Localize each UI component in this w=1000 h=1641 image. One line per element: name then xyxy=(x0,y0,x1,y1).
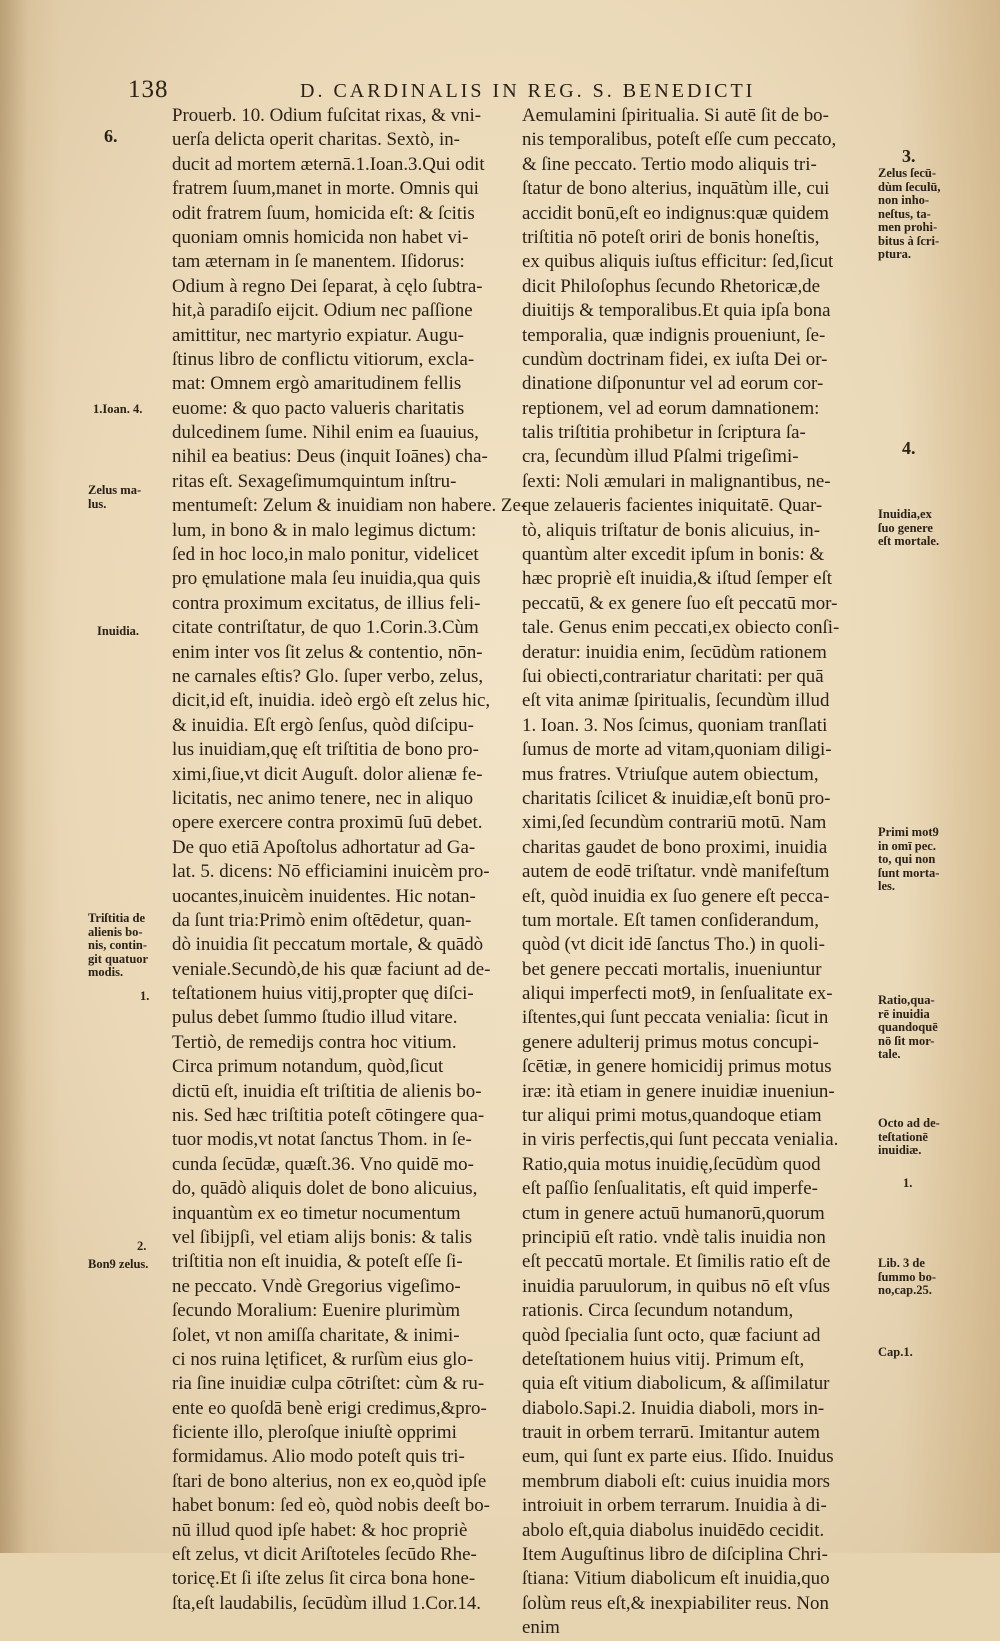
left-column-line: tuor modis,vt notat ſanctus Thom. in ſe- xyxy=(172,1129,472,1151)
left-column-line: vel ſibijpſi, vel etiam alijs bonis: & talis xyxy=(172,1226,473,1248)
right-column-line: eſt peccatū mortale. Et ſimilis ratio eſt de xyxy=(522,1251,831,1273)
right-column-line: ſcētiæ, in genere homicidij primus motus xyxy=(522,1056,832,1078)
page-header xyxy=(0,76,1000,106)
left-column-line: toricę.Et ſi iſte zelus ſit circa bona hone- xyxy=(172,1568,476,1590)
right-column-line: eum, qui ſunt ex parte eius. Iſido. Inuidus xyxy=(522,1446,834,1468)
left-column-line: ne peccato. Vndè Gregorius vigeſimo- xyxy=(172,1275,461,1297)
right-column-line: que zelaueris facientes iniquitatē. Quar- xyxy=(522,495,823,517)
left-column-line: lum, in bono & in malo legimus dictum: xyxy=(172,519,477,541)
right-column-line: inuidia paruulorum, in quibus nō eſt vſus xyxy=(522,1275,830,1297)
left-column-line: euome: & quo pacto valueris charitatis xyxy=(172,397,465,419)
left-column-line: opere exercere contra proximū ſuū debet. xyxy=(172,812,483,834)
margin-note-line: alienis bo- xyxy=(88,924,143,939)
right-column-line: ex quibus aliquis iuſtus efficitur: ſed,ſicut xyxy=(522,251,834,273)
margin-note-line: git quatuor xyxy=(88,951,149,966)
margin-number-6: 6. xyxy=(104,126,118,146)
margin-note-line: ſunt morta- xyxy=(878,865,940,880)
margin-note-inuidia: Inuidia. xyxy=(97,624,140,638)
right-column-line: ſolùm reus eſt,& inexpiabiliter reus. Non xyxy=(522,1592,829,1614)
left-column-line: lat. 5. dicens: Nō efficiamini inuicèm pro- xyxy=(172,861,490,883)
margin-note-ratio xyxy=(878,994,938,1062)
right-column-line: eſt vita animæ ſpiritualis, ſecundùm illud xyxy=(522,690,830,712)
left-column-line: ſtinus libro de conflictu vitiorum, excla- xyxy=(172,348,475,370)
left-column-line: odit fratrem ſuum, homicida eſt: & ſcitis xyxy=(172,202,475,224)
margin-note-line: eſt mortale. xyxy=(878,534,940,548)
right-column-line: charitatis ſcilicet & inuidiæ,eſt bonū pro- xyxy=(522,787,831,809)
right-column-line: principiū eſt ratio. vndè talis inuidia non xyxy=(522,1226,826,1248)
right-column-line: accidit bonū,eſt eo indignus:quæ quidem xyxy=(522,202,829,224)
right-column-line: ſtiana: Vitium diabolicum eſt inuidia,quo xyxy=(522,1568,830,1590)
right-column-line: dinatione diſponuntur vel ad eorum cor- xyxy=(522,373,824,395)
left-column-line: ſolet, vt non amiſſa charitate, & inimi- xyxy=(172,1324,460,1346)
left-column-line: fratrem ſuum,manet in morte. Omnis qui xyxy=(172,178,479,200)
left-column-line: citate contriſtatur, de quo 1.Corin.3.Cùm xyxy=(172,617,479,639)
margin-note-line: inuidiæ. xyxy=(878,1143,922,1157)
left-column-line: ximi,ſiue,vt dicit Auguſt. dolor alienæ fe- xyxy=(172,763,483,785)
right-column-line: in viris perfectis,qui ſunt peccata venialia. xyxy=(522,1129,839,1151)
right-column-line: Ratio,quia motus inuidię,ſecūdùm quod xyxy=(522,1153,821,1175)
left-column-line: inquantùm ex eo timetur nocumentum xyxy=(172,1202,461,1224)
margin-note-line: lus. xyxy=(88,496,107,511)
right-column-line: Item Auguſtinus libro de diſciplina Chri- xyxy=(522,1544,828,1566)
right-column-line: autem de eodē triſtatur. vndè manifeſtum xyxy=(522,861,830,883)
left-column-line: ritas eſt. Sexageſimumquintum inſtru- xyxy=(172,470,457,492)
left-column-line: Prouerb. 10. Odium fuſcitat rixas, & vni- xyxy=(172,105,482,126)
right-column-line: ximi,ſed ſecundùm contrariū motū. Nam xyxy=(522,812,827,834)
margin-number-1: 1. xyxy=(140,989,150,1003)
left-column-line: ente eo quoſdā benè erigi credimus,&pro- xyxy=(172,1397,487,1419)
right-column-line: cundùm doctrinam fidei, ex iuſta Dei or- xyxy=(522,348,828,370)
margin-note-inuidia-genere xyxy=(878,508,939,549)
margin-note-ioan4: 1.Ioan. 4. xyxy=(93,402,143,416)
right-column-line: ſui obiecti,contrariatur charitati: per quā xyxy=(522,665,824,687)
margin-note-line: bitus à ſcri- xyxy=(878,233,940,248)
margin-note-line: Lib. 3 de xyxy=(878,1256,925,1270)
margin-note-line: quandoquē xyxy=(878,1020,938,1034)
left-column-line: habet bonum: ſed eò, quòd nobis deeſt bo- xyxy=(172,1495,490,1517)
right-text-column xyxy=(522,104,877,1641)
left-column-line: eſt zelus, vt dicit Ariſtoteles ſecūdo Rhe- xyxy=(172,1544,477,1566)
margin-note-tristitia xyxy=(88,912,148,980)
margin-note-line: ſuo genere xyxy=(878,520,933,535)
right-column-line: deteſtationem huius vitij. Primum eſt, xyxy=(522,1348,805,1370)
left-column-line: dò inuidia ſit peccatum mortale, & quādò xyxy=(172,934,484,956)
margin-note-zelus-secundum xyxy=(878,167,941,262)
margin-note-line: Zelus ſecū- xyxy=(878,166,936,180)
margin-note-line: Inuidia,ex xyxy=(878,507,932,521)
right-column-line: quantùm alter excedit ipſum in bonis: & xyxy=(522,544,825,566)
left-column-line: triſtitia non eſt inuidia, & poteſt eſſe ſi- xyxy=(172,1251,463,1273)
right-column-line: mus fratres. Vtriuſque autem obiectum, xyxy=(522,763,819,785)
margin-note-lib3 xyxy=(878,1257,936,1298)
margin-note-line: rē inuidia xyxy=(878,1006,930,1021)
left-column-line: hit,à paradiſo eijcit. Odium nec paſſione xyxy=(172,300,473,322)
left-column-line: Circa primum notandum, quòd,ſicut xyxy=(172,1056,444,1078)
left-column-line: quoniam omnis homicida non habet vi- xyxy=(172,226,469,248)
left-column-line: contra proximum excitatus, de illius feli- xyxy=(172,592,481,614)
right-column-line: genere adulterij primus motus concupi- xyxy=(522,1031,819,1053)
margin-note-line: Triſtitia de xyxy=(88,911,146,925)
left-column-line: uocantes,inuicèm inuidentes. Hic notan- xyxy=(172,885,476,907)
right-column-line: rationis. Circa ſecundum notandum, xyxy=(522,1300,794,1322)
left-column-line: ſed in hoc loco,in malo ponitur, videlicet xyxy=(172,544,479,566)
margin-number-4: 4. xyxy=(902,438,916,458)
right-column-line: peccatū, & ex genere ſuo eſt peccatū mor- xyxy=(522,592,838,614)
margin-note-zelus-malus xyxy=(88,484,141,511)
left-column-line: formidamus. Alio modo poteſt quis tri- xyxy=(172,1446,465,1468)
right-column-line: introiuit in orbem terrarum. Inuidia à di- xyxy=(522,1495,827,1517)
left-column-line: veniale.Secundò,de his quæ faciunt ad de- xyxy=(172,958,491,980)
left-column-line: ficiente illo, pleroſque iniuſtè opprimi xyxy=(172,1422,457,1444)
right-column-line: diuitijs & temporalibus.Et quia ipſa bona xyxy=(522,300,831,322)
left-column-line: Tertiò, de remedijs contra hoc vitium. xyxy=(172,1031,457,1053)
right-column-line: talis triſtitia prohibetur in ſcriptura ſa- xyxy=(522,422,806,444)
left-column-line: mat: Omnem ergò amaritudinem fellis xyxy=(172,373,462,395)
margin-note-line: tale. xyxy=(878,1047,901,1061)
right-column-line: tò, aliquis triſtatur de bonis alicuius, in- xyxy=(522,519,821,541)
right-column-line: deratur: inuidia enim, ſecūdùm rationem xyxy=(522,641,827,663)
running-head: D. CARDINALIS IN REG. S. BENEDICTI xyxy=(300,80,756,102)
right-column-line: ſtatur de bono alterius, inquātùm ille, cui xyxy=(522,178,830,200)
right-column-line: iræ: ità etiam in genere inuidiæ inueniun- xyxy=(522,1080,835,1102)
right-column-line: 1. Ioan. 3. Nos ſcimus, quoniam tranſlati xyxy=(522,714,828,736)
right-column-line: tale. Genus enim peccati,ex obiecto conſi- xyxy=(522,617,840,639)
right-column-line: Aemulamini ſpiritualia. Si autē ſit de bo- xyxy=(522,105,829,126)
right-column-line: charitas gaudet de bono proximi, inuidia xyxy=(522,836,828,858)
left-column-line: pro ęmulatione mala ſeu inuidia,qua quis xyxy=(172,568,481,590)
right-column-line: dicit Philoſophus ſecundo Rhetoricæ,de xyxy=(522,275,821,297)
right-column-line: enim xyxy=(522,1617,560,1639)
left-column-line: nū illud quod ipſe habet: & hoc propriè xyxy=(172,1519,468,1541)
margin-note-line: ſummo bo- xyxy=(878,1269,936,1284)
left-column-line: pulus debet ſummo ſtudio illud vitare. xyxy=(172,1007,458,1029)
right-column-line: reptionem, vel ad eorum damnationem: xyxy=(522,397,820,419)
margin-note-line: Ratio,qua- xyxy=(878,993,935,1007)
margin-number-1-right: 1. xyxy=(903,1176,913,1190)
margin-note-line: dùm ſeculū, xyxy=(878,179,941,194)
page-number: 138 xyxy=(128,76,169,103)
right-column-line: quia eſt vitium diabolicum, & aſſimilatur xyxy=(522,1373,830,1395)
right-column-line: & ſine peccato. Tertio modo aliquis tri- xyxy=(522,153,817,175)
right-column-line: ſumus de morte ad vitam,quoniam diligi- xyxy=(522,739,832,761)
left-column-line: tam æternam in ſe manentem. Iſidorus: xyxy=(172,251,465,273)
left-column-line: ſta,eſt laudabilis, ſecūdùm illud 1.Cor.14. xyxy=(172,1592,482,1614)
right-column-line: eſt paſſio ſenſualitatis, eſt quid imperfe- xyxy=(522,1178,818,1200)
right-column-line: diabolo.Sapi.2. Inuidia diaboli, mors in- xyxy=(522,1397,825,1419)
left-column-line: uerſa delicta operit charitas. Sextò, in- xyxy=(172,129,460,151)
left-column-line: ſecundo Moralium: Euenire plurimùm xyxy=(172,1300,461,1322)
margin-note-line: in omī pec. xyxy=(878,838,936,853)
margin-note-bon-zelus: Bon9 zelus. xyxy=(88,1257,149,1271)
right-column-line: hæc propriè eſt inuidia,& iſtud ſemper eſt xyxy=(522,568,833,590)
right-column-line: abolo eſt,quia diabolus inuidēdo cecidit. xyxy=(522,1519,825,1541)
left-column-line: dictū eſt, inuidia eſt triſtitia de alienis bo- xyxy=(172,1080,482,1102)
left-column-line: nis. Sed hæc triſtitia poteſt cōtingere qua- xyxy=(172,1105,485,1127)
left-column-line: ſtari de bono alterius, non ex eo,quòd ipſe xyxy=(172,1470,487,1492)
margin-note-line: nō ſit mor- xyxy=(878,1033,935,1048)
margin-note-line: non inho- xyxy=(878,193,930,207)
left-column-line: dulcedinem ſume. Nihil enim ea ſuauius, xyxy=(172,422,479,444)
margin-note-line: les. xyxy=(878,879,896,893)
right-column-line: temporalia, quæ indignis proueniunt, ſe- xyxy=(522,324,826,346)
right-column-line: eſt, quòd inuidia ex ſuo genere eſt pecca- xyxy=(522,885,830,907)
left-column-line: ne carnales eſtis? Glo. ſuper verbo, zelus, xyxy=(172,665,484,687)
margin-note-cap1: Cap.1. xyxy=(878,1345,913,1359)
margin-note-octo xyxy=(878,1117,940,1158)
left-column-line: ria ſine inuidiæ culpa cōtriſtet: cùm & ru- xyxy=(172,1373,485,1395)
margin-number-2: 2. xyxy=(137,1239,147,1253)
right-column-line: ſexti: Noli æmulari in malignantibus, ne- xyxy=(522,470,831,492)
margin-note-line: no,cap.25. xyxy=(878,1283,932,1297)
margin-note-line: Zelus ma- xyxy=(88,483,142,497)
right-column-line: tum mortale. Eſt tamen conſiderandum, xyxy=(522,909,819,931)
left-column-line: nihil ea beatius: Deus (inquit Ioānes) cha- xyxy=(172,446,488,468)
left-column-line: ci nos ruina lętificet, & rurſùm eius glo- xyxy=(172,1348,474,1370)
margin-note-line: modis. xyxy=(88,965,124,979)
left-column-line: amittitur, nec martyrio expiatur. Augu- xyxy=(172,324,464,346)
right-column-line: nis temporalibus, poteſt eſſe cum peccato, xyxy=(522,129,837,151)
right-column-line: bet genere peccati mortalis, inueniuntur xyxy=(522,958,822,980)
right-column-line: trauit in orbem terrarū. Imitantur autem xyxy=(522,1422,820,1444)
margin-note-line: neſtus, ta- xyxy=(878,206,931,221)
left-column-line: licitatis, nec animo tenere, nec in aliquo xyxy=(172,787,474,809)
left-column-line: & inuidia. Eſt ergò ſenſus, quòd diſcipu- xyxy=(172,714,474,736)
margin-note-line: Octo ad de- xyxy=(878,1116,940,1130)
right-column-line: quòd ſpecialia ſunt octo, quæ faciunt ad xyxy=(522,1324,821,1346)
right-column-line: membrum diaboli eſt: cuius inuidia mors xyxy=(522,1470,830,1492)
left-column-line: cunda ſecūdæ, quæſt.36. Vno quidē mo- xyxy=(172,1153,474,1175)
right-column-line: tur aliqui primi motus,quandoque etiam xyxy=(522,1105,822,1127)
left-column-line: enim inter vos ſit zelus & contentio, nōn- xyxy=(172,641,483,663)
margin-note-line: teſtationē xyxy=(878,1129,928,1144)
margin-note-line: to, qui non xyxy=(878,852,936,866)
right-column-line: ctum in genere actuū humanorū,quorum xyxy=(522,1202,825,1224)
left-column-line: Odium à regno Dei ſeparat, à cęlo ſubtra- xyxy=(172,275,483,297)
left-column-line: lus inuidiam,quę eſt triſtitia de bono pro- xyxy=(172,739,479,761)
left-column-line: ducit ad mortem æternā.1.Ioan.3.Qui odit xyxy=(172,153,485,175)
right-column-line: aliqui imperfecti mot9, in ſenſualitate ex- xyxy=(522,983,833,1005)
left-column-line: mentumeſt: Zelum & inuidiam non habere. Ze- xyxy=(172,495,528,517)
right-column-line: quòd (vt dicit idē ſanctus Tho.) in quoli- xyxy=(522,934,825,956)
left-column-line: da ſunt tria:Primò enim oſtēdetur, quan- xyxy=(172,909,472,931)
right-column-line: iſtentes,qui ſunt peccata venialia: ſicut in xyxy=(522,1007,829,1029)
left-column-line: do, quādò aliquis dolet de bono alicuius, xyxy=(172,1178,478,1200)
left-column-line: teſtationem huius vitij,propter quę diſci- xyxy=(172,983,474,1005)
right-column-line: cra, ſecundùm illud Pſalmi trigeſimi- xyxy=(522,446,799,468)
margin-note-line: men prohi- xyxy=(878,220,938,234)
left-text-column xyxy=(172,104,528,1616)
right-column-line: triſtitia nō poteſt oriri de bonis honeſtis, xyxy=(522,226,820,248)
page-gutter-shadow xyxy=(0,0,28,1553)
left-column-line: dicit,id eſt, inuidia. ideò ergò eſt zelus hic, xyxy=(172,690,491,712)
margin-number-3: 3. xyxy=(902,146,916,166)
margin-note-line: Primi mot9 xyxy=(878,825,939,839)
left-column-line: De quo etiā Apoſtolus adhortatur ad Ga- xyxy=(172,836,476,858)
margin-note-primi-motus xyxy=(878,826,939,894)
margin-note-line: ptura. xyxy=(878,247,911,261)
margin-note-line: nis, contin- xyxy=(88,938,148,952)
